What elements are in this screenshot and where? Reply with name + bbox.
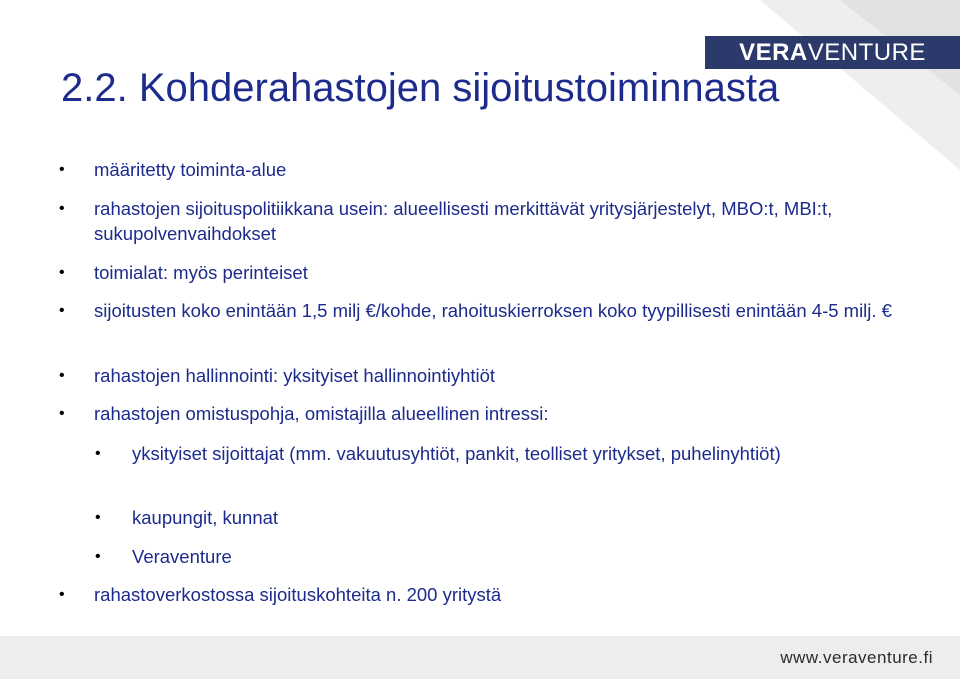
- bullet-marker: •: [95, 509, 101, 526]
- footer-url: www.veraventure.fi: [780, 648, 933, 667]
- bullet-item: [59, 196, 924, 246]
- bullet-marker: •: [59, 367, 65, 384]
- bullet-marker: •: [59, 405, 65, 422]
- bullet-text: määritetty toiminta-alue: [94, 159, 287, 180]
- sub-bullet-item: [95, 544, 922, 569]
- logo-text-venture: VENTURE: [807, 38, 926, 66]
- bullet-item: [59, 260, 924, 285]
- bullet-item: [59, 363, 924, 388]
- bullet-marker: •: [95, 445, 101, 462]
- veraventure-logo: [705, 36, 960, 69]
- bullet-item: [59, 157, 924, 182]
- bullet-marker: •: [59, 586, 65, 603]
- footer-bar: [0, 636, 960, 679]
- logo-text-vera: VERA: [739, 38, 808, 66]
- bullet-text: rahastoverkostossa sijoituskohteita n. 200 yritystä: [94, 584, 502, 605]
- bullet-text: toimialat: myös perinteiset: [94, 262, 308, 283]
- bullet-text: kaupungit, kunnat: [132, 507, 279, 528]
- bullet-item: [59, 582, 924, 607]
- bullet-item: [59, 298, 924, 323]
- bullet-text: rahastojen omistuspohja, omistajilla alueellinen intressi:: [94, 403, 549, 424]
- sub-bullet-item: [95, 505, 922, 530]
- bullet-marker: •: [59, 302, 65, 319]
- bullet-text: sijoitusten koko enintään 1,5 milj €/kohde, rahoituskierroksen koko tyypillisesti enintään 4-5 milj. €: [94, 300, 892, 321]
- bullet-text: Veraventure: [132, 546, 232, 567]
- bullet-text: yksityiset sijoittajat (mm. vakuutusyhtiöt, pankit, teolliset yritykset, puhelinyhtiöt): [132, 443, 781, 464]
- bullet-text: rahastojen sijoituspolitiikkana usein: alueellisesti merkittävät yritysjärjestelyt, MBO:t, MBI:t, sukupolvenvaihdokset: [94, 198, 833, 244]
- bullet-marker: •: [59, 161, 65, 178]
- sub-bullet-item: [95, 441, 922, 466]
- bullet-marker: •: [95, 548, 101, 565]
- bullet-marker: •: [59, 264, 65, 281]
- slide-title: 2.2. Kohderahastojen sijoitustoiminnasta: [61, 66, 780, 110]
- bullet-text: rahastojen hallinnointi: yksityiset hallinnointiyhtiöt: [94, 365, 496, 386]
- bullet-item: [59, 401, 924, 426]
- bullet-marker: •: [59, 200, 65, 217]
